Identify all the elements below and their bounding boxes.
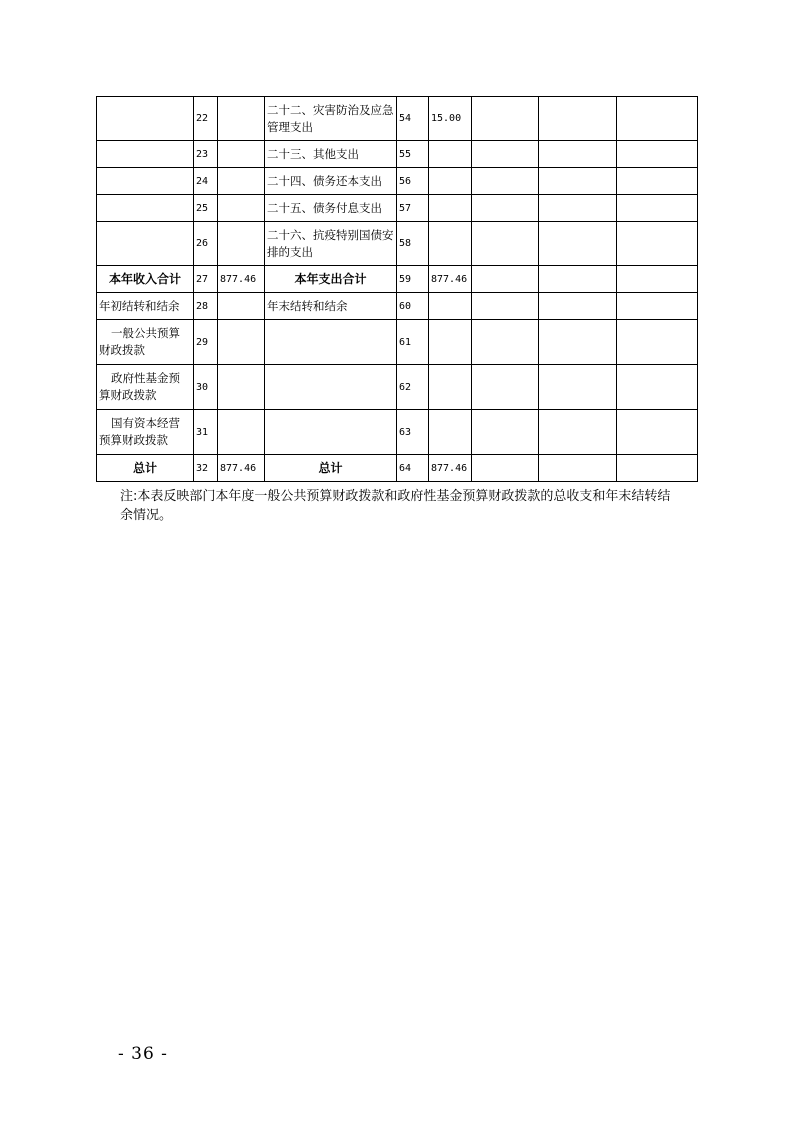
empty-cell — [472, 168, 539, 195]
table-row — [97, 320, 698, 365]
table-row — [97, 97, 698, 141]
empty-cell — [472, 365, 539, 410]
income-line-number-cell: 30 — [194, 365, 218, 410]
income-item-cell: 总计 — [97, 455, 194, 482]
expense-line-number-cell: 59 — [397, 266, 429, 293]
expense-amount-cell — [429, 410, 472, 455]
expense-item-cell: 本年支出合计 — [265, 266, 397, 293]
expense-line-number-cell: 57 — [397, 195, 429, 222]
table-note: 注:本表反映部门本年度一般公共预算财政拨款和政府性基金预算财政拨款的总收支和年末结转结余情况。 — [120, 489, 671, 523]
expense-amount-cell — [429, 168, 472, 195]
income-amount-cell — [218, 222, 265, 266]
table-body — [97, 97, 698, 482]
expense-amount-cell: 15.00 — [429, 97, 472, 141]
expense-item-cell: 总计 — [265, 455, 397, 482]
income-line-number-cell: 24 — [194, 168, 218, 195]
table-row — [97, 365, 698, 410]
expense-line-number-cell: 63 — [397, 410, 429, 455]
empty-cell — [472, 293, 539, 320]
table-row — [97, 168, 698, 195]
income-item-cell — [97, 168, 194, 195]
expense-line-number-cell: 62 — [397, 365, 429, 410]
income-line-number-cell: 25 — [194, 195, 218, 222]
table-row — [97, 141, 698, 168]
income-item-cell: 年初结转和结余 — [97, 293, 194, 320]
expense-line-number-cell: 58 — [397, 222, 429, 266]
empty-cell — [617, 320, 698, 365]
empty-cell — [617, 266, 698, 293]
income-line-number-cell: 29 — [194, 320, 218, 365]
expense-amount-cell: 877.46 — [429, 455, 472, 482]
fiscal-table — [96, 96, 698, 482]
expense-item-cell: 二十五、债务付息支出 — [265, 195, 397, 222]
empty-cell — [472, 455, 539, 482]
expense-item-cell — [265, 410, 397, 455]
empty-cell — [472, 410, 539, 455]
expense-line-number-cell: 60 — [397, 293, 429, 320]
expense-item-cell: 二十三、其他支出 — [265, 141, 397, 168]
income-line-number-cell: 27 — [194, 266, 218, 293]
income-item-cell — [97, 97, 194, 141]
expense-amount-cell — [429, 141, 472, 168]
expense-amount-cell — [429, 365, 472, 410]
income-line-number-cell: 31 — [194, 410, 218, 455]
income-item-cell: 政府性基金预算财政拨款 — [97, 365, 194, 410]
empty-cell — [539, 410, 617, 455]
empty-cell — [472, 222, 539, 266]
expense-item-cell: 二十二、灾害防治及应急管理支出 — [265, 97, 397, 141]
expense-line-number-cell: 55 — [397, 141, 429, 168]
table-row — [97, 266, 698, 293]
income-amount-cell — [218, 97, 265, 141]
income-amount-cell: 877.46 — [218, 266, 265, 293]
income-amount-cell — [218, 141, 265, 168]
income-amount-cell — [218, 293, 265, 320]
expense-amount-cell — [429, 320, 472, 365]
expense-item-cell: 年末结转和结余 — [265, 293, 397, 320]
empty-cell — [617, 195, 698, 222]
empty-cell — [617, 455, 698, 482]
empty-cell — [617, 141, 698, 168]
table-row — [97, 410, 698, 455]
income-line-number-cell: 23 — [194, 141, 218, 168]
income-line-number-cell: 22 — [194, 97, 218, 141]
income-item-cell — [97, 141, 194, 168]
expense-amount-cell — [429, 195, 472, 222]
empty-cell — [472, 141, 539, 168]
empty-cell — [472, 97, 539, 141]
expense-item-cell: 二十四、债务还本支出 — [265, 168, 397, 195]
empty-cell — [617, 168, 698, 195]
income-item-cell: 国有资本经营预算财政拨款 — [97, 410, 194, 455]
empty-cell — [539, 455, 617, 482]
empty-cell — [539, 222, 617, 266]
empty-cell — [539, 141, 617, 168]
expense-item-cell: 二十六、抗疫特别国债安排的支出 — [265, 222, 397, 266]
empty-cell — [617, 410, 698, 455]
expense-line-number-cell: 61 — [397, 320, 429, 365]
expense-amount-cell — [429, 222, 472, 266]
expense-line-number-cell: 64 — [397, 455, 429, 482]
empty-cell — [472, 320, 539, 365]
empty-cell — [472, 195, 539, 222]
empty-cell — [539, 293, 617, 320]
empty-cell — [539, 168, 617, 195]
expense-item-cell — [265, 320, 397, 365]
empty-cell — [617, 222, 698, 266]
table-row — [97, 195, 698, 222]
empty-cell — [617, 293, 698, 320]
income-amount-cell — [218, 410, 265, 455]
empty-cell — [617, 365, 698, 410]
income-amount-cell — [218, 168, 265, 195]
income-line-number-cell: 28 — [194, 293, 218, 320]
expense-amount-cell: 877.46 — [429, 266, 472, 293]
empty-cell — [539, 320, 617, 365]
expense-amount-cell — [429, 293, 472, 320]
income-amount-cell: 877.46 — [218, 455, 265, 482]
income-item-cell — [97, 195, 194, 222]
income-amount-cell — [218, 365, 265, 410]
income-item-cell — [97, 222, 194, 266]
empty-cell — [539, 365, 617, 410]
expense-line-number-cell: 54 — [397, 97, 429, 141]
empty-cell — [472, 266, 539, 293]
expense-item-cell — [265, 365, 397, 410]
income-line-number-cell: 32 — [194, 455, 218, 482]
empty-cell — [617, 97, 698, 141]
income-item-cell: 一般公共预算财政拨款 — [97, 320, 194, 365]
income-item-cell: 本年收入合计 — [97, 266, 194, 293]
table-row — [97, 222, 698, 266]
empty-cell — [539, 97, 617, 141]
page-number: - 36 - — [118, 1044, 168, 1064]
table-row — [97, 455, 698, 482]
expense-line-number-cell: 56 — [397, 168, 429, 195]
table-row — [97, 293, 698, 320]
empty-cell — [539, 195, 617, 222]
income-line-number-cell: 26 — [194, 222, 218, 266]
income-amount-cell — [218, 195, 265, 222]
empty-cell — [539, 266, 617, 293]
income-amount-cell — [218, 320, 265, 365]
